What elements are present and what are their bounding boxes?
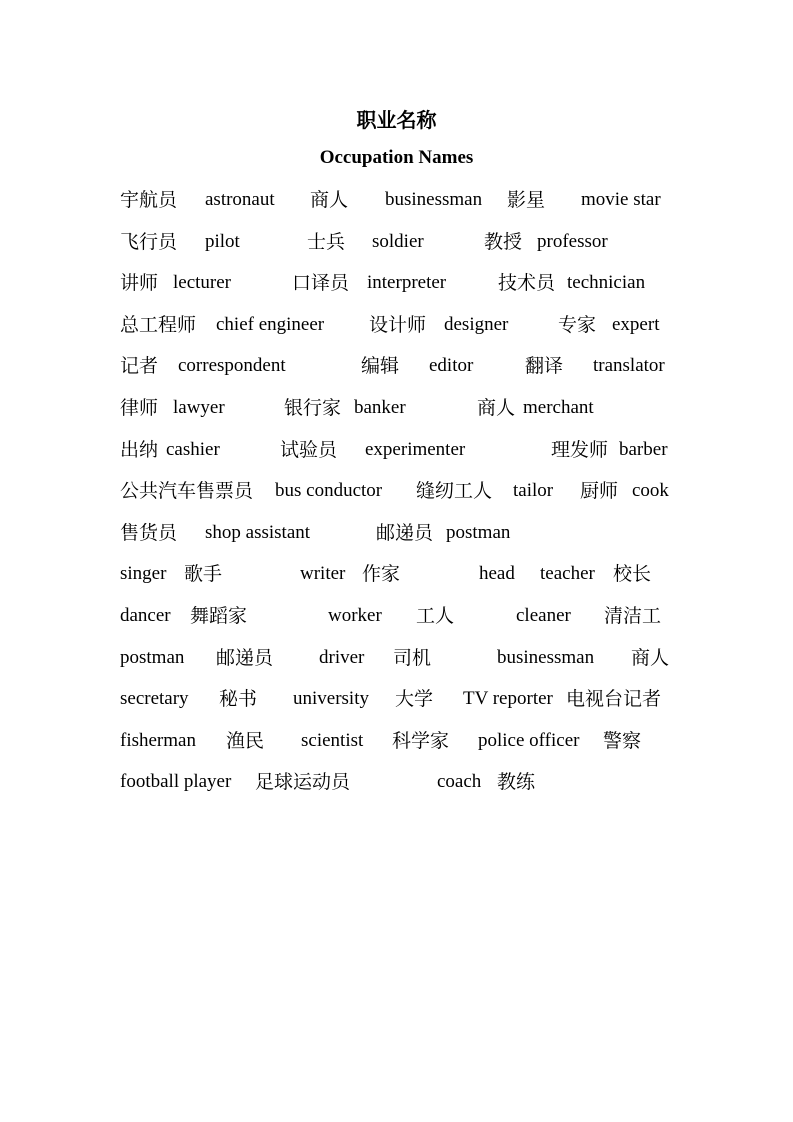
english-term: writer xyxy=(300,563,346,585)
chinese-term: 电视台记者 xyxy=(566,688,662,711)
vocabulary-row xyxy=(0,435,793,465)
english-term: businessman xyxy=(385,189,483,210)
english-term: postman xyxy=(120,646,185,668)
chinese-term: 出纳 xyxy=(120,438,159,461)
english-term: expert xyxy=(612,313,660,335)
english-term: movie star xyxy=(581,189,661,210)
chinese-term: 厨师 xyxy=(580,480,619,503)
chinese-term: 记者 xyxy=(120,355,159,378)
vocabulary-row xyxy=(0,476,793,506)
english-term: experimenter xyxy=(365,438,466,460)
english-term: lawyer xyxy=(173,397,225,418)
english-term: soldier xyxy=(372,230,424,252)
vocabulary-row xyxy=(0,310,793,340)
english-term: worker xyxy=(328,605,382,626)
english-term: translator xyxy=(593,355,665,377)
chinese-term: 科学家 xyxy=(392,729,450,752)
chinese-term: 校长 xyxy=(613,563,652,586)
english-term: lecturer xyxy=(173,272,232,294)
chinese-term: 渔民 xyxy=(226,729,265,752)
english-term: merchant xyxy=(523,397,594,418)
english-term: coach xyxy=(437,771,482,793)
chinese-term: 教练 xyxy=(497,771,536,794)
vocabulary-row xyxy=(0,559,793,589)
vocabulary-row xyxy=(0,393,793,423)
english-term: university xyxy=(293,688,369,710)
chinese-term: 技术员 xyxy=(498,272,556,295)
english-term: designer xyxy=(444,313,509,335)
chinese-term: 理发师 xyxy=(551,438,609,461)
english-term: banker xyxy=(354,397,406,418)
english-term: driver xyxy=(319,646,365,668)
page-title-chinese: 职业名称 xyxy=(356,108,437,132)
vocabulary-row xyxy=(0,227,793,257)
chinese-term: 商人 xyxy=(310,189,349,211)
chinese-term: 歌手 xyxy=(184,563,223,586)
chinese-term: 口译员 xyxy=(292,272,350,295)
chinese-term: 飞行员 xyxy=(120,230,178,253)
chinese-term: 总工程师 xyxy=(120,313,197,336)
vocabulary-row xyxy=(0,684,793,714)
chinese-term: 清洁工 xyxy=(604,605,662,627)
english-term: TV reporter xyxy=(463,688,553,710)
english-term: shop assistant xyxy=(205,521,311,543)
vocabulary-row xyxy=(0,351,793,381)
chinese-term: 邮递员 xyxy=(216,646,274,669)
english-term: cashier xyxy=(166,438,220,460)
english-term: technician xyxy=(567,272,646,294)
chinese-term: 教授 xyxy=(484,230,523,253)
vocabulary-row xyxy=(0,601,793,631)
english-term: teacher xyxy=(540,563,595,585)
vocabulary-row xyxy=(0,185,793,215)
english-term: secretary xyxy=(120,688,189,710)
english-term: scientist xyxy=(301,729,364,751)
chinese-term: 售货员 xyxy=(120,521,178,544)
vocabulary-row xyxy=(0,518,793,548)
english-term: editor xyxy=(429,355,474,377)
english-term: postman xyxy=(446,521,511,543)
english-term: tailor xyxy=(513,480,554,502)
chinese-term: 司机 xyxy=(393,646,432,669)
english-term: head xyxy=(479,563,515,585)
chinese-term: 警察 xyxy=(603,729,642,752)
vocabulary-row xyxy=(0,643,793,673)
chinese-term: 作家 xyxy=(362,563,401,586)
english-term: football player xyxy=(120,771,232,793)
english-term: police officer xyxy=(478,729,580,751)
english-term: singer xyxy=(120,563,167,585)
english-term: astronaut xyxy=(205,189,275,210)
english-term: chief engineer xyxy=(216,313,325,335)
english-term: professor xyxy=(537,230,608,252)
english-term: barber xyxy=(619,438,668,460)
chinese-term: 银行家 xyxy=(284,397,342,419)
chinese-term: 缝纫工人 xyxy=(416,480,493,503)
page-title-english: Occupation Names xyxy=(319,147,474,168)
vocabulary-row xyxy=(0,726,793,756)
english-term: fisherman xyxy=(120,729,196,751)
chinese-term: 专家 xyxy=(558,313,597,336)
chinese-term: 公共汽车售票员 xyxy=(120,480,254,503)
english-term: businessman xyxy=(497,646,595,668)
chinese-term: 商人 xyxy=(477,397,516,419)
vocabulary-row xyxy=(0,767,793,797)
chinese-term: 律师 xyxy=(120,397,159,419)
english-term: interpreter xyxy=(367,272,447,294)
chinese-term: 舞蹈家 xyxy=(190,605,248,627)
chinese-term: 邮递员 xyxy=(376,521,434,544)
chinese-term: 影星 xyxy=(507,189,546,211)
english-term: pilot xyxy=(205,230,240,252)
chinese-term: 编辑 xyxy=(361,355,400,378)
english-term: bus conductor xyxy=(275,480,383,502)
english-term: cook xyxy=(632,480,669,502)
chinese-term: 设计师 xyxy=(369,313,427,336)
chinese-term: 宇航员 xyxy=(120,189,178,211)
english-term: correspondent xyxy=(178,355,286,377)
chinese-term: 试验员 xyxy=(280,438,338,461)
chinese-term: 足球运动员 xyxy=(255,771,351,794)
chinese-term: 工人 xyxy=(416,605,455,627)
chinese-term: 士兵 xyxy=(307,230,346,253)
chinese-term: 翻译 xyxy=(525,355,564,378)
english-term: cleaner xyxy=(516,605,571,626)
english-term: dancer xyxy=(120,605,171,626)
vocabulary-row xyxy=(0,268,793,298)
chinese-term: 大学 xyxy=(395,688,434,711)
chinese-term: 讲师 xyxy=(120,272,159,295)
chinese-term: 商人 xyxy=(631,646,670,669)
chinese-term: 秘书 xyxy=(219,688,258,711)
